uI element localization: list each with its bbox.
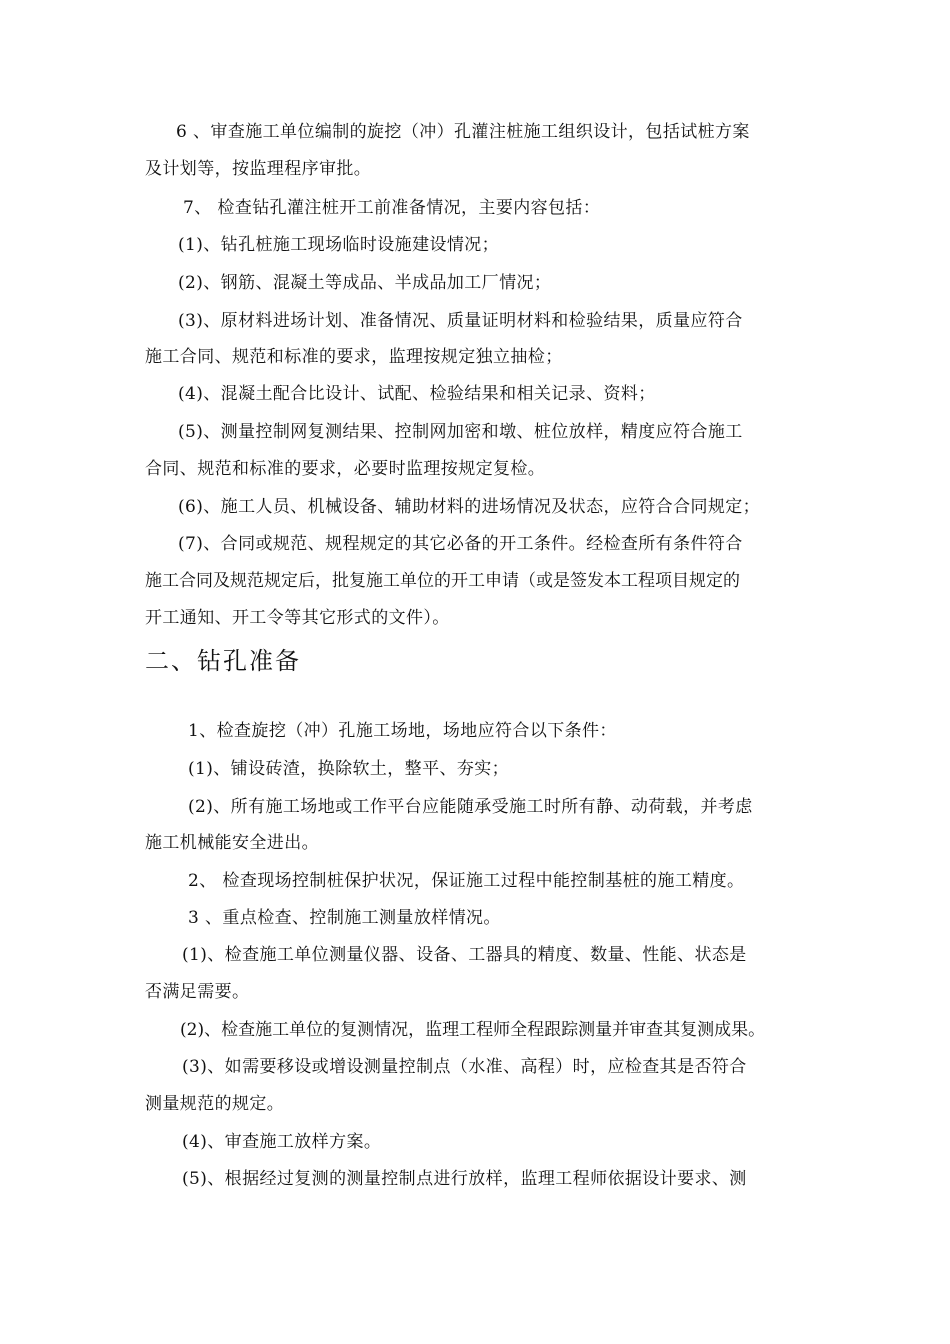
text-line: 3 、重点检查、控制施工测量放样情况。 bbox=[188, 908, 501, 928]
text-line: 否满足需要。 bbox=[145, 982, 250, 1002]
text-line: 施工合同及规范规定后，批复施工单位的开工申请（或是签发本工程项目规定的 bbox=[145, 571, 740, 591]
text-line: (1)、铺设砖渣，换除软土，整平、夯实； bbox=[188, 759, 510, 779]
text-line: (4)、混凝土配合比设计、试配、检验结果和相关记录、资料； bbox=[178, 384, 656, 404]
text-line: (4)、审查施工放样方案。 bbox=[182, 1132, 382, 1152]
text-line: (1)、检查施工单位测量仪器、设备、工器具的精度、数量、性能、状态是 bbox=[182, 945, 747, 965]
text-line: (7)、合同或规范、规程规定的其它必备的开工条件。经检查所有条件符合 bbox=[178, 534, 743, 554]
text-line: 1、检查旋挖（冲）孔施工场地，场地应符合以下条件： bbox=[188, 721, 617, 741]
text-line: 及计划等，按监理程序审批。 bbox=[145, 159, 372, 179]
text-line: 2、 检查现场控制桩保护状况，保证施工过程中能控制基桩的施工精度。 bbox=[188, 871, 745, 891]
text-line: (6)、施工人员、机械设备、辅助材料的进场情况及状态，应符合合同规定； bbox=[178, 497, 761, 517]
section-heading: 二、钻孔准备 bbox=[145, 647, 301, 675]
text-line: (5)、根据经过复测的测量控制点进行放样，监理工程师依据设计要求、测 bbox=[182, 1169, 747, 1189]
text-line: 开工通知、开工令等其它形式的文件）。 bbox=[145, 608, 450, 628]
text-line: (2)、所有施工场地或工作平台应能随承受施工时所有静、动荷载，并考虑 bbox=[188, 797, 753, 817]
text-line: 6 、审查施工单位编制的旋挖（冲）孔灌注桩施工组织设计，包括试桩方案 bbox=[176, 122, 750, 142]
text-line: 施工合同、规范和标准的要求，监理按规定独立抽检； bbox=[145, 347, 563, 367]
text-line: 7、 检查钻孔灌注桩开工前准备情况，主要内容包括： bbox=[183, 198, 601, 218]
text-line: 施工机械能安全进出。 bbox=[145, 833, 319, 853]
text-line: (5)、测量控制网复测结果、控制网加密和墩、桩位放样，精度应符合施工 bbox=[178, 422, 743, 442]
text-line: 测量规范的规定。 bbox=[145, 1094, 285, 1114]
text-line: (3)、如需要移设或增设测量控制点（水准、高程）时，应检查其是否符合 bbox=[182, 1057, 747, 1077]
text-line: (2)、钢筋、混凝土等成品、半成品加工厂情况； bbox=[178, 273, 552, 293]
text-line: 合同、规范和标准的要求，必要时监理按规定复检。 bbox=[145, 459, 546, 479]
text-line: (2)、检查施工单位的复测情况，监理工程师全程跟踪测量并审查其复测成果。 bbox=[180, 1020, 766, 1040]
text-line: (1)、钻孔桩施工现场临时设施建设情况； bbox=[178, 235, 500, 255]
text-line: (3)、原材料进场计划、准备情况、质量证明材料和检验结果，质量应符合 bbox=[178, 311, 743, 331]
